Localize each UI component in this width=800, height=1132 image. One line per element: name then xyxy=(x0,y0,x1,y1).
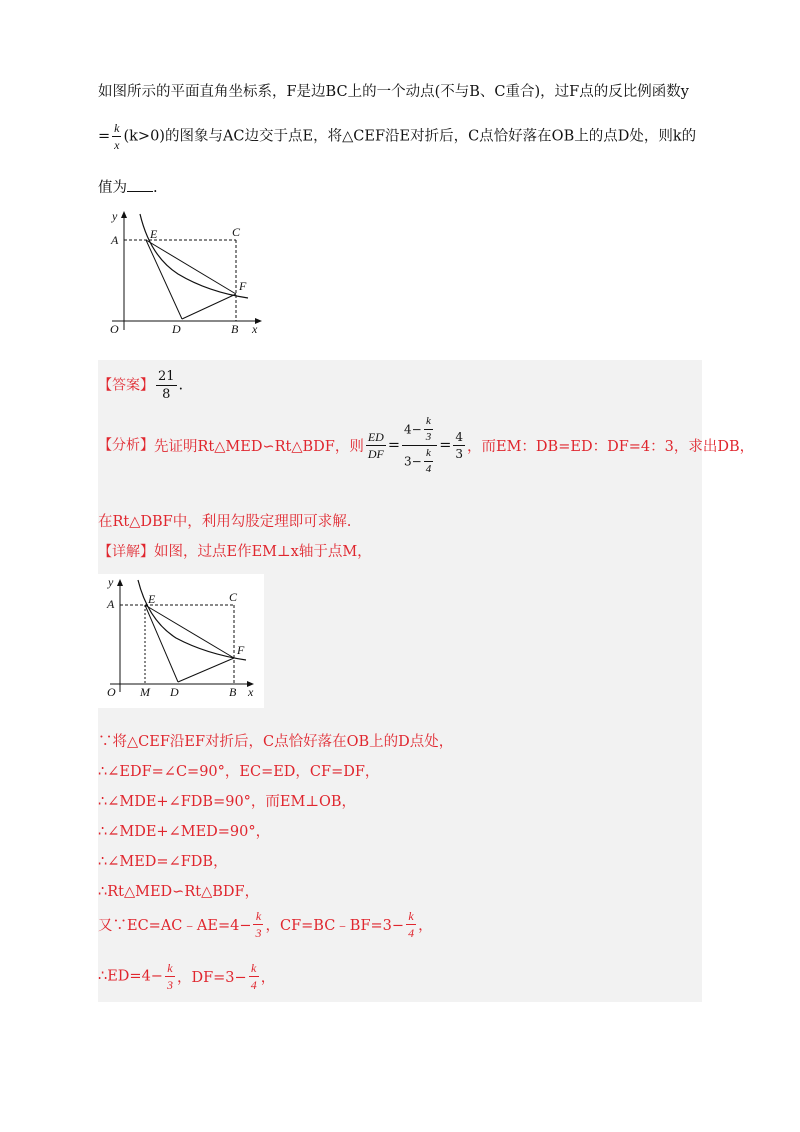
step-3-text: ∴∠MDE+∠FDB=90°，而EM⊥OB， xyxy=(98,794,357,810)
analysis-line-1 xyxy=(98,416,754,475)
question-text-2: (k>0)的图象与AC边交于点E，将△CEF沿E对折后，C点恰好落在OB上的点D处，则k的 xyxy=(123,128,697,145)
step-8-text-b: ，DF=3− xyxy=(176,970,247,986)
fraction-numerator: k xyxy=(114,121,120,135)
compound-fraction xyxy=(402,416,437,475)
k-over-x-fraction xyxy=(112,122,121,151)
label-A: A xyxy=(107,597,115,611)
detail-step-6 xyxy=(98,880,259,901)
segment-DF xyxy=(182,294,236,319)
step-7-k-over-3 xyxy=(253,910,263,939)
answer-label: 【答案】 xyxy=(98,377,154,394)
detail-line xyxy=(98,540,372,561)
detail-step-8 xyxy=(98,962,275,991)
answer-blank xyxy=(127,191,153,192)
label-A: A xyxy=(111,233,119,247)
step-8-k-over-3 xyxy=(165,962,175,991)
label-x: x xyxy=(252,322,258,336)
detail-step-5 xyxy=(98,850,228,871)
step-2-text: ∴∠EDF=∠C=90°，EC=ED，CF=DF， xyxy=(98,764,380,780)
bottom-three-minus: 3− xyxy=(404,454,422,469)
step-5-text: ∴∠MED=∠FDB， xyxy=(98,854,228,870)
step-7-k2: k xyxy=(406,910,416,925)
label-B: B xyxy=(231,322,239,336)
step-8-text-c: ， xyxy=(260,970,276,986)
label-E: E xyxy=(150,227,158,241)
equals-1: = xyxy=(387,437,400,454)
compound-denominator xyxy=(402,446,437,475)
answer-fraction xyxy=(156,370,177,401)
detail-step-2 xyxy=(98,760,379,781)
step-8-text-a: ∴ED=4− xyxy=(98,968,163,985)
segment-ED xyxy=(146,240,182,319)
fraction-denominator: x xyxy=(114,138,120,152)
top-3: 3 xyxy=(425,431,432,443)
label-D: D xyxy=(172,322,181,336)
figure-2 xyxy=(98,574,264,708)
analysis-text-2: ，而EM：DB=ED：DF=4：3，求出DB， xyxy=(467,439,755,455)
four-thirds-fraction xyxy=(453,431,465,460)
top-k-over-3 xyxy=(424,416,434,443)
label-B: B xyxy=(229,685,237,699)
ed-numerator: ED xyxy=(367,430,384,444)
step-8-k-over-4 xyxy=(249,962,259,991)
equals-2: = xyxy=(439,437,452,454)
label-O: O xyxy=(107,685,116,699)
label-F: F xyxy=(239,279,247,293)
detail-step-3 xyxy=(98,790,356,811)
analysis-text-1: 先证明Rt△MED∽Rt△BDF，则 xyxy=(154,439,364,455)
answer-numerator: 21 xyxy=(158,369,175,384)
detail-step-4 xyxy=(98,820,270,841)
detail-label: 【详解】 xyxy=(98,544,154,560)
top-k: k xyxy=(424,416,434,430)
step-4-text: ∴∠MDE+∠MED=90°， xyxy=(98,824,271,840)
equals-sign: = xyxy=(98,128,111,145)
label-C: C xyxy=(229,590,238,604)
segment-EF xyxy=(146,240,236,294)
label-x: x xyxy=(248,685,254,699)
bottom-k-over-4 xyxy=(424,448,434,475)
label-D: D xyxy=(170,685,179,699)
label-E: E xyxy=(148,592,156,606)
bottom-4: 4 xyxy=(425,463,432,475)
step-7-d2: 4 xyxy=(408,926,415,940)
step-8-k1: k xyxy=(165,962,175,977)
question-text-3: 值为 xyxy=(98,180,127,196)
answer-denominator: 8 xyxy=(162,387,171,402)
y-axis-arrow xyxy=(121,211,127,218)
step-6-text: ∴Rt△MED∽Rt△BDF， xyxy=(98,884,260,900)
analysis-label: 【分析】 xyxy=(98,437,154,454)
step-8-d1: 3 xyxy=(166,978,173,992)
label-M: M xyxy=(140,685,150,699)
result-numerator: 4 xyxy=(455,430,463,444)
label-O: O xyxy=(110,322,119,336)
question-line-2 xyxy=(98,122,696,151)
step-7-d1: 3 xyxy=(255,926,262,940)
answer-period: . xyxy=(178,377,184,394)
bottom-k: k xyxy=(424,448,434,462)
question-line-3 xyxy=(98,176,158,197)
result-denominator: 3 xyxy=(455,447,463,461)
step-7-text-a: 又∵EC=AC﹣AE=4− xyxy=(98,918,252,934)
detail-intro-text: 如图，过点E作EM⊥x轴于点M， xyxy=(154,544,372,560)
step-7-text-b: ，CF=BC﹣BF=3− xyxy=(265,918,405,934)
label-y: y xyxy=(112,209,118,223)
label-y: y xyxy=(108,575,114,589)
df-denominator: DF xyxy=(367,447,384,461)
step-7-k1: k xyxy=(253,910,263,925)
question-text-1: 如图所示的平面直角坐标系，F是边BC上的一个动点(不与B、C重合)，过F点的反比例函数y xyxy=(98,84,689,100)
answer-line xyxy=(98,370,183,401)
label-F: F xyxy=(237,643,245,657)
step-7-k-over-4 xyxy=(406,910,416,939)
analysis-text-3: 在Rt△DBF中，利用勾股定理即可求解. xyxy=(98,514,352,530)
compound-numerator xyxy=(402,416,437,446)
step-8-d2: 4 xyxy=(250,978,257,992)
question-line-1 xyxy=(98,80,689,101)
step-1-text: ∵将△CEF沿EF对折后，C点恰好落在OB上的D点处， xyxy=(98,734,454,750)
detail-step-1 xyxy=(98,730,453,751)
detail-step-7 xyxy=(98,910,433,939)
label-C: C xyxy=(232,225,241,239)
figure-1 xyxy=(98,208,278,340)
ed-over-df-fraction xyxy=(366,431,386,460)
question-period: . xyxy=(153,180,158,196)
step-7-text-c: ， xyxy=(418,918,433,934)
analysis-line-2 xyxy=(98,510,351,531)
step-8-k2: k xyxy=(249,962,259,977)
top-four-minus: 4− xyxy=(404,422,422,437)
